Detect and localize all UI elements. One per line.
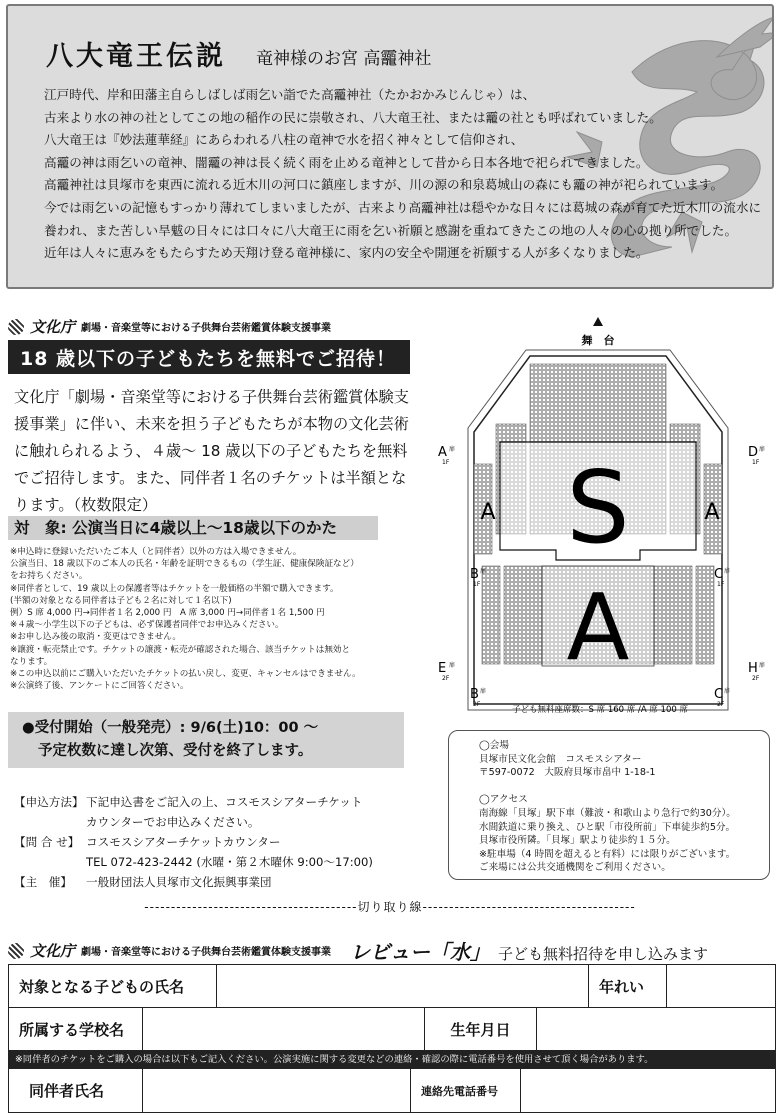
venue-line: ご来場には公共交通機関をご利用ください。 [479, 862, 671, 874]
info-key [14, 812, 86, 832]
door-d [748, 445, 765, 466]
age-label: 年れい [589, 965, 667, 1007]
svg-text:A: A [438, 445, 447, 460]
info-row [14, 872, 444, 892]
school-field[interactable] [143, 1008, 425, 1050]
svg-text:2F: 2F [717, 701, 725, 708]
svg-text:扉: 扉 [759, 662, 766, 669]
venue-line: 水間鉄道に乗り換え、ひと駅「市役所前」下車徒歩約5分。 [479, 821, 736, 833]
application-form [8, 964, 776, 1113]
child-name-field[interactable] [217, 965, 589, 1007]
stage-label: 舞 台 [581, 334, 615, 347]
side-a-label: A [704, 500, 720, 525]
door-h [748, 661, 765, 682]
cut-line: ----------------------------------------切り取り線---------------------------------------- [144, 900, 636, 914]
ticket-open-note: 予定枚数に達し次第、受付を終了します。 [38, 743, 313, 759]
program-name: 劇場・音楽堂等における子供舞台芸術鑑賞体験支援事業 [81, 323, 332, 334]
svg-text:1F: 1F [717, 581, 725, 588]
venue-box [448, 730, 770, 880]
child-name-label: 対象となる子どもの氏名 [9, 965, 217, 1007]
form-row [9, 965, 775, 1008]
note-line: (半額の対象となる同伴者は子ども２名に対して１名以下) [10, 595, 232, 606]
age-field[interactable] [667, 965, 775, 1007]
legend-paragraph: 高龗神社は貝塚市を東西に流れる近木川の河口に鎮座しますが、川の源の和泉葛城山の森にも龗の神が祀られています。 [44, 177, 724, 193]
venue-line [479, 780, 759, 794]
svg-text:扉: 扉 [449, 446, 456, 453]
agency-logo: 文化庁 [30, 942, 76, 960]
note-line: ※４歳～小学生以下の子どもは、必ず保護者同伴でお申込みください。 [10, 620, 284, 631]
svg-text:2F: 2F [473, 701, 481, 708]
svg-text:B: B [470, 687, 479, 702]
notes-list [10, 546, 415, 692]
note-line: 例）S 席 4,000 円→同伴者１名 2,000 円 A 席 3,000 円→同伴者１名 1,500 円 [10, 608, 325, 619]
note-line: ※同伴者として、19 歳以上の保護者等はチケットを一般価格の半額で購入できます。 [10, 583, 339, 594]
legend-box [6, 4, 774, 289]
info-block [14, 792, 444, 892]
companion-note: ※同伴者のチケットをご購入の場合は以下もご記入ください。公演実施に関する変更などの連絡・確認の際に電話番号を使用させて頂く場合があります。 [9, 1051, 775, 1069]
svg-text:扉: 扉 [449, 662, 456, 669]
legend-paragraph: 古来より水の神の社としてこの地の稲作の民に崇敬され、八大竜王社、または龗の社とも呼ばれていました。 [44, 109, 662, 125]
application-heading: 子ども無料招待を申し込みます [498, 945, 709, 963]
legend-title: 八大竜王伝説 [46, 41, 226, 72]
show-name: レビュー「水」 [350, 940, 490, 964]
info-row [14, 832, 444, 852]
a-zone-label: A [566, 574, 630, 681]
legend-paragraph: 八大竜王は『妙法蓮華経』にあらわれる八柱の竜神で水を招く神々として信仰され、 [44, 132, 524, 148]
companion-field[interactable] [143, 1069, 411, 1112]
svg-text:2F: 2F [442, 675, 450, 682]
intro-text: 文化庁「劇場・音楽堂等における子供舞台芸術鑑賞体験支援事業」に伴い、未来を担う子どもたちが本物の文化芸術に触れられるよう、４歳～ 18 歳以下の子どもたちを無料でご招待します。また、同伴者１名のチケットは半額となります。（枚数限定） [14, 388, 409, 514]
svg-text:H: H [748, 661, 758, 676]
venue-line: 貝塚市役所隣。「貝塚」駅より徒歩約１５分。 [479, 835, 676, 847]
svg-text:扉: 扉 [724, 568, 731, 575]
info-key: 【主 催】 [14, 875, 72, 889]
door-e [438, 661, 455, 682]
info-value: カウンターでお申込みください。 [86, 815, 260, 829]
svg-text:1F: 1F [752, 459, 760, 466]
legend-paragraph: 近年は人々に恵みをもたらすため天翔け登る竜神様に、家内の安全や開運を祈願する人が多くなりました。 [44, 245, 649, 261]
stage-arrow-icon [593, 317, 603, 326]
note-line: ※この申込以前にご購入いただいたチケットの払い戻し、変更、キャンセルはできません。 [10, 669, 361, 680]
svg-text:D: D [748, 445, 759, 460]
agency-logo-icon [8, 943, 24, 959]
seat-block [696, 566, 714, 664]
headline-banner: 18 歳以下の子どもたちを無料でご招待！ [8, 340, 410, 374]
legend-paragraph: 今では雨乞いの記憶もすっかり薄れてしまいましたが、古来より高龗神社は穏やかな日々には葛城の森が育てた近木川の流水に養われ、また苦しい旱魃の日々には口々に八大竜王に雨を乞い祈願と感謝を重ねてきたこの地の人々の心の拠り所でした。 [44, 199, 762, 238]
form-row [9, 1008, 775, 1051]
program-name: 劇場・音楽堂等における子供舞台芸術鑑賞体験支援事業 [81, 947, 332, 958]
door-a [438, 445, 455, 466]
companion-label: 同伴者氏名 [9, 1069, 143, 1112]
svg-text:2F: 2F [752, 675, 760, 682]
target-audience: 対 象: 公演当日に4歳以上～18歳以下のかた [8, 516, 378, 540]
note-line: ※譲渡・転売禁止です。チケットの譲渡・転売が確認された場合、該当チケットは無効と [10, 644, 351, 655]
seating-map [430, 314, 775, 720]
info-value: TEL 072-423-2442 (水曜・第２木曜休 9:00～17:00) [86, 855, 373, 869]
agency-logo-icon [8, 319, 24, 335]
legend-subtitle: 竜神様のお宮 高龗神社 [256, 49, 432, 69]
seat-block [482, 566, 500, 664]
venue-line: ◯アクセス [479, 794, 528, 806]
info-row [14, 812, 444, 832]
legend-body [44, 84, 764, 265]
agency-logo: 文化庁 [30, 318, 76, 336]
note-line: 公演当日、18 歳以下のご本人の氏名・年齢を証明できるもの（学生証、健康保険証など） [10, 559, 359, 570]
svg-text:扉: 扉 [724, 688, 731, 695]
birthday-field[interactable] [537, 1008, 775, 1050]
door-b-2f [470, 687, 486, 708]
school-label: 所属する学校名 [9, 1008, 143, 1050]
svg-text:扉: 扉 [480, 688, 487, 695]
side-a-label: A [480, 500, 496, 525]
venue-line: 南海線「貝塚」駅下車（難波・和歌山より急行で約30分）。 [479, 807, 736, 819]
info-key: 【問 合 せ】 [14, 835, 80, 849]
info-key: 【申込方法】 [14, 795, 84, 809]
svg-text:1F: 1F [473, 581, 481, 588]
svg-text:1F: 1F [442, 459, 450, 466]
svg-text:扉: 扉 [759, 446, 766, 453]
venue-line: ◯会場 [479, 740, 509, 751]
svg-text:B: B [470, 567, 479, 582]
info-value: 下記申込書をご記入の上、コスモスシアターチケット [86, 795, 363, 809]
agency-header-form [8, 940, 331, 961]
note-line: ※申込時に登録いただいたご本人（と同伴者）以外の方は入場できません。 [10, 547, 302, 557]
phone-label: 連絡先電話番号 [411, 1069, 521, 1112]
legend-paragraph: 江戸時代、岸和田藩主自らしばしば雨乞い詣でた高龗神社（たかおかみじんじゃ）は、 [44, 87, 536, 102]
info-row [14, 852, 444, 872]
svg-text:扉: 扉 [480, 568, 487, 575]
note-line: ※公演終了後、アンケートにご回答ください。 [10, 681, 189, 692]
form-row [9, 1069, 775, 1112]
svg-text:E: E [438, 661, 447, 676]
svg-text:C: C [714, 687, 724, 702]
phone-field[interactable] [521, 1069, 775, 1112]
ticket-open-box [8, 712, 404, 768]
venue-line: 貝塚市民文化会館 コスモスシアター [479, 753, 642, 765]
svg-text:C: C [714, 567, 724, 582]
ticket-open-date: ●受付開始（一般発売）: 9/6(土)10：00 ～ [22, 720, 319, 736]
s-zone-label: S [566, 449, 630, 566]
info-value: 一般財団法人貝塚市文化振興事業団 [86, 875, 272, 889]
info-value: コスモスシアターチケットカウンター [86, 835, 281, 849]
review-title [350, 936, 708, 965]
agency-header [8, 316, 331, 337]
venue-line: ※駐車場（4 時間を超えると有料）には限りがございます。 [479, 848, 736, 860]
note-line: なります。 [10, 656, 53, 667]
note-line: ※お申し込み後の取消・変更はできません。 [10, 632, 181, 643]
note-line: をお持ちください。 [10, 571, 88, 582]
info-key [14, 852, 86, 872]
seat-count-caption: 子ども無料座席数：S 席 160 席 /A 席 100 席 [512, 705, 688, 715]
info-row [14, 792, 444, 812]
venue-line: 〒597-0072 大阪府貝塚市畠中 1-18-1 [479, 767, 656, 779]
legend-paragraph: 高龗の神は雨乞いの竜神、闇龗の神は長く続く雨を止める竜神として昔から日本各地で祀られてきました。 [44, 154, 649, 170]
birthday-label: 生年月日 [425, 1008, 537, 1050]
